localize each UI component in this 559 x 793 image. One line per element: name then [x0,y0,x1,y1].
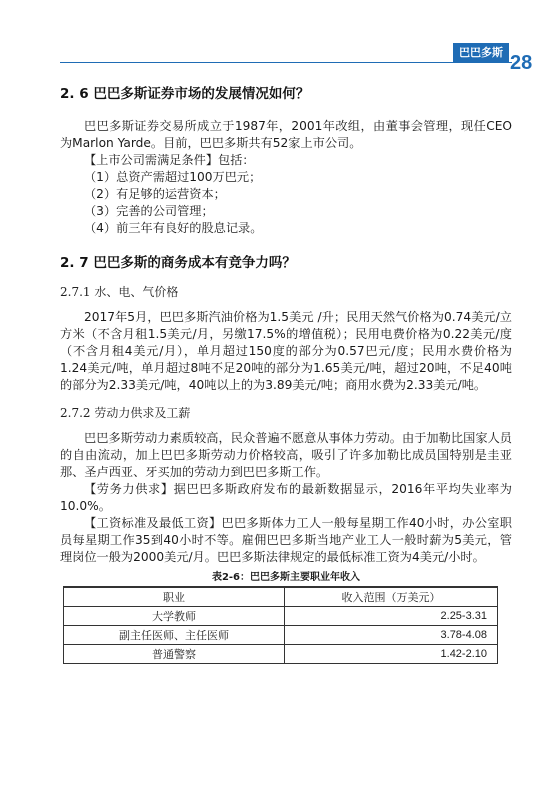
table-cell-occupation: 大学教师 [64,607,285,626]
table-row [64,645,498,664]
subsection-heading-2-7-2: 2.7.2 劳动力供求及工薪 [60,406,191,420]
table-row [64,626,498,645]
table-caption: 表2-6：巴巴多斯主要职业年收入 [211,572,361,583]
table-cell-income: 2.25-3.31 [285,607,498,626]
paragraph-labor-supply: 【劳务力供求】据巴巴多斯政府发布的最新数据显示，2016年平均失业率为10.0%。 [60,482,512,513]
column-header-occupation: 职业 [64,587,285,607]
table-header-row [64,587,498,607]
listing-conditions-title: 【上市公司需满足条件】包括： [84,153,255,167]
table-row [64,607,498,626]
section-heading-2-6: 2. 6 巴巴多斯证券市场的发展情况如何？ [60,86,310,102]
subsection-heading-2-7-1: 2.7.1 水、电、气价格 [60,285,179,299]
paragraph-labor-quality: 巴巴多斯劳动力素质较高，民众普遍不愿意从事体力劳动。由于加勒比国家人员的自由流动，加上巴巴多斯劳动力价格较高，吸引了许多加勒比成员国特别是圭亚那、圣卢西亚、牙买加的劳动力到巴巴多斯工作。 [60,431,512,479]
paragraph-utility-prices: 2017年5月，巴巴多斯汽油价格为1.5美元 /升；民用天然气价格为0.74美元/立方米（不含月租1.5美元/月，另缴17.5%的增值税）；民用电费价格为0.22美元/度（不含月租4美元/月），单月超过150度的部分为0.57巴元/度；民用水费价格为1.24美元/吨，单月超过8吨不足20吨的部分为1.65美元/吨，超过20吨，不足40吨的部分为2.33美元/吨，40吨以上的为3.89美元/吨；商用水费为2.33美元/吨。 [60,310,512,392]
header-country-tab: 巴巴多斯 [453,43,509,62]
column-header-income-range: 收入范围（万美元） [285,587,498,607]
table-cell-income: 1.42-2.10 [285,645,498,664]
paragraph-stock-exchange: 巴巴多斯证券交易所成立于1987年，2001年改组，由董事会管理，现任CEO为Marlon Yarde。目前，巴巴多斯共有52家上市公司。 [60,119,512,150]
page-content [60,84,512,664]
list-item: （1）总资产需超过100万巴元； [84,170,262,184]
header-rule [60,62,512,63]
table-cell-income: 3.78-4.08 [285,626,498,645]
list-item: （2）有足够的运营资本； [84,187,226,201]
list-item: （4）前三年有良好的股息记录。 [84,221,263,235]
income-table [63,586,498,664]
page-number: 28 [510,52,533,74]
table-cell-occupation: 副主任医师、主任医师 [64,626,285,645]
list-item: （3）完善的公司管理； [84,204,214,218]
paragraph-wage-standards: 【工资标准及最低工资】巴巴多斯体力工人一般每星期工作40小时，办公室职员每星期工作35到40小时不等。雇佣巴巴多斯当地产业工人一般时薪为5美元，管理岗位一般为2000美元/月。巴巴多斯法律规定的最低标准工资为4美元/小时。 [60,516,512,564]
table-cell-occupation: 普通警察 [64,645,285,664]
section-heading-2-7: 2. 7 巴巴多斯的商务成本有竞争力吗？ [60,255,296,271]
